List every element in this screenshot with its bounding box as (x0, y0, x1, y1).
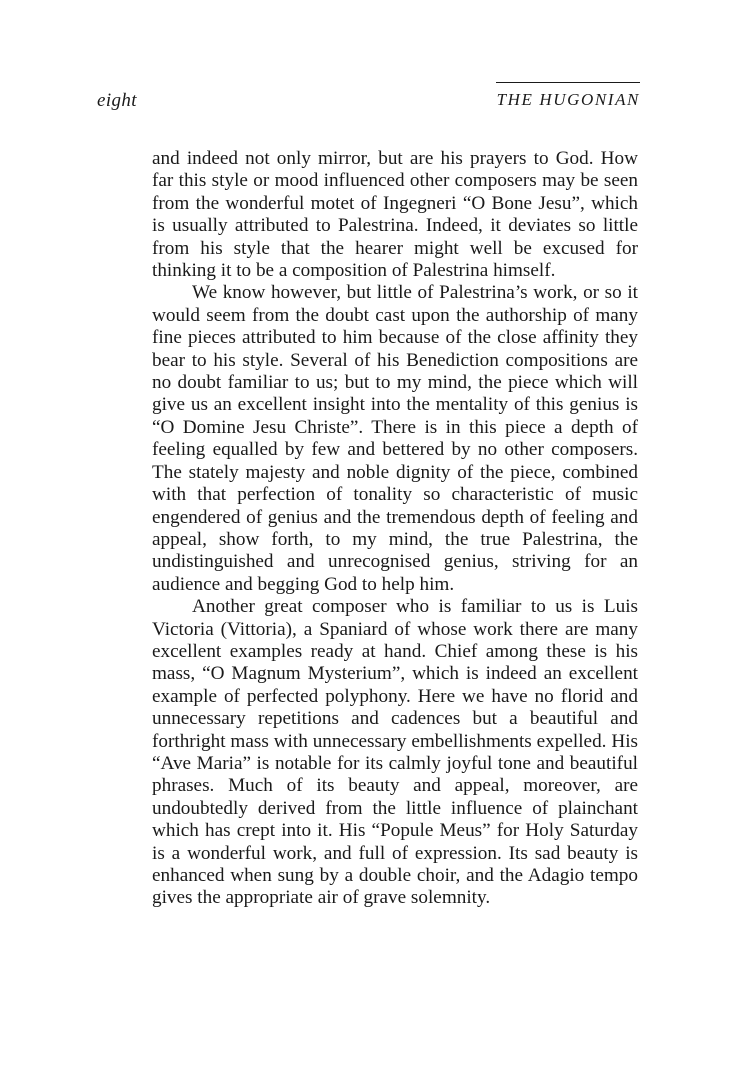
running-header (97, 82, 640, 112)
journal-title: THE HUGONIAN (496, 90, 640, 109)
article-body (152, 148, 638, 910)
paragraph-3: Another great composer who is familiar to us is Luis Victoria (Vittoria), a Spaniard of whose work there are many excellent examples ready at hand. Chief among these is his mass, “O Magnum Mysterium”, which is indeed an excellent example of perfected polyphony. Here we have no florid and unnecessary repetitions and cadences but a beautiful and forthright mass with unnecessary embellishments expelled. His “Ave Maria” is notable for its calmly joyful tone and beautiful phrases. Much of its beauty and appeal, moreover, are undoubtedly derived from the little influence of plainchant which has crept into it. His “Popule Meus” for Holy Saturday is a wonderful work, and full of expression. Its sad beauty is enhanced when sung by a double choir, and the Adagio tempo gives the appropriate air of grave solemnity. (152, 596, 638, 909)
paragraph-1: and indeed not only mirror, but are his prayers to God. How far this style or mood influenced other composers may be seen from the wonderful motet of Ingegneri “O Bone Jesu”, which is usually attributed to Palestrina. Indeed, it deviates so little from his style that the hearer might well be excused for thinking it to be a composition of Palestrina himself. (152, 148, 638, 282)
paragraph-2: We know however, but little of Palestrina’s work, or so it would seem from the doubt cast upon the authorship of many fine pieces attributed to him because of the close affinity they bear to his style. Several of his Benediction compositions are no doubt familiar to us; but to my mind, the piece which will give us an excellent insight into the mentality of this genius is “O Domine Jesu Christe”. There is in this piece a depth of feeling equalled by few and bettered by no other composers. The stately majesty and noble dignity of the piece, combined with that perfection of tonality so characteristic of music engendered of genius and the tremendous depth of feeling and appeal, show forth, to my mind, the true Palestrina, the undistinguished and unrecognised genius, striving for an audience and begging God to help him. (152, 282, 638, 595)
page-number: eight (97, 90, 137, 111)
header-rule (496, 82, 640, 83)
